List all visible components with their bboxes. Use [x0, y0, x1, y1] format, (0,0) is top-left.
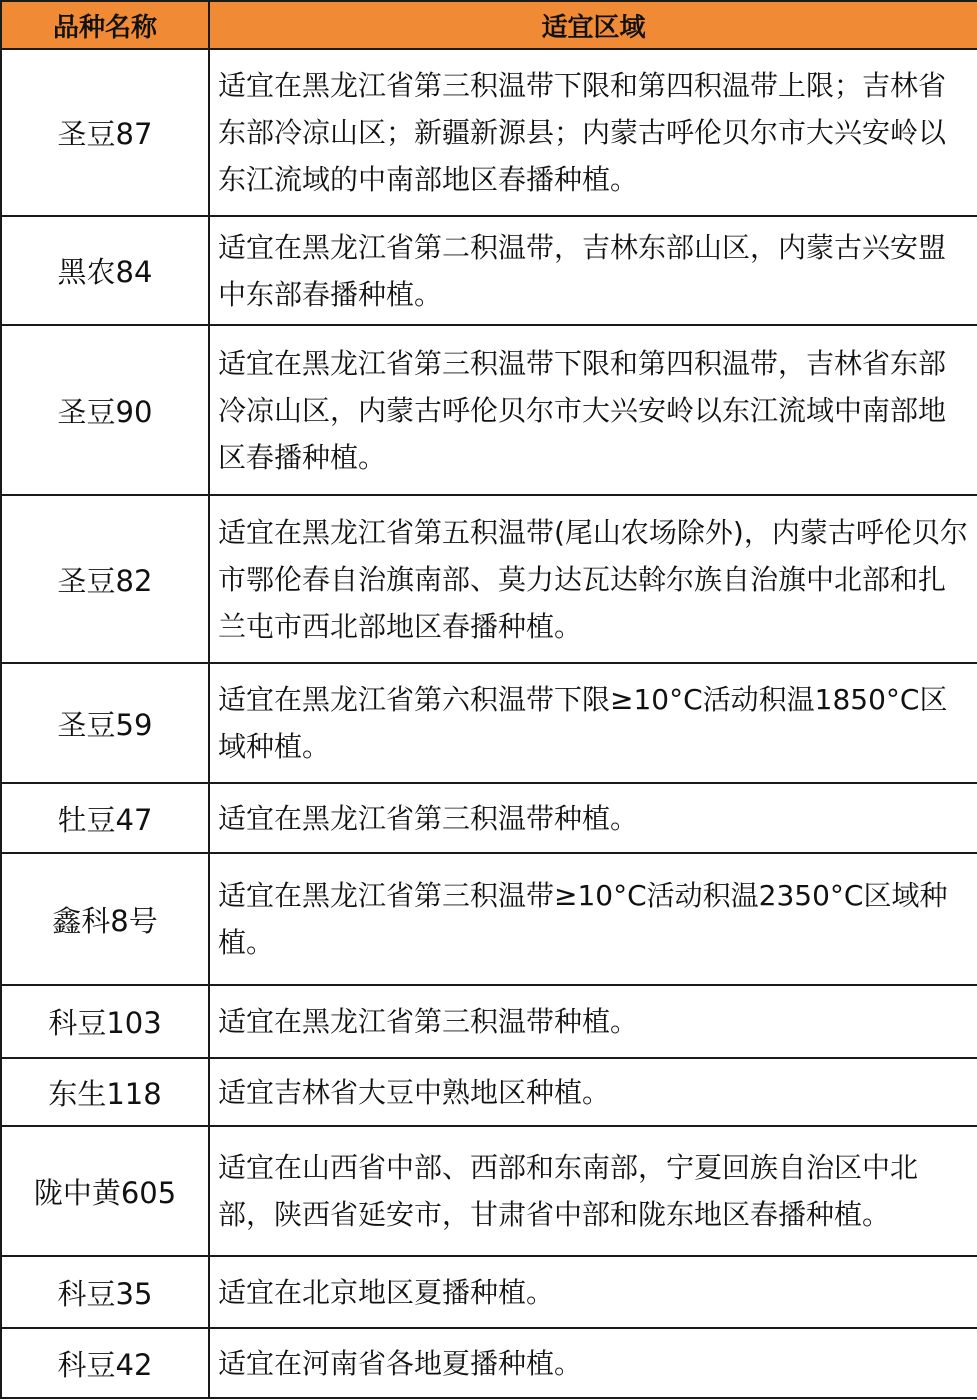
table-row [1, 495, 977, 663]
variety-name: 陇中黄605 [1, 1126, 209, 1256]
table-row [1, 853, 977, 985]
table-row [1, 663, 977, 783]
variety-name: 东生118 [1, 1058, 209, 1126]
table-row [1, 1126, 977, 1256]
variety-name: 牡豆47 [1, 783, 209, 853]
table-body [1, 49, 977, 1398]
table-row [1, 1256, 977, 1328]
suitable-region: 适宜在黑龙江省第二积温带，吉林东部山区，内蒙古兴安盟中东部春播种植。 [209, 216, 977, 325]
suitable-region: 适宜吉林省大豆中熟地区种植。 [209, 1058, 977, 1126]
table-row [1, 325, 977, 495]
variety-name: 黑农84 [1, 216, 209, 325]
header-variety-name: 品种名称 [1, 1, 209, 49]
table-row [1, 985, 977, 1058]
table-row [1, 216, 977, 325]
suitable-region: 适宜在黑龙江省第三积温带≥10°C活动积温2350°C区域种植。 [209, 853, 977, 985]
variety-name: 圣豆87 [1, 49, 209, 216]
variety-name: 圣豆82 [1, 495, 209, 663]
variety-name: 圣豆90 [1, 325, 209, 495]
suitable-region: 适宜在北京地区夏播种植。 [209, 1256, 977, 1328]
variety-name: 科豆35 [1, 1256, 209, 1328]
table-row [1, 49, 977, 216]
suitable-region: 适宜在河南省各地夏播种植。 [209, 1328, 977, 1398]
suitable-region: 适宜在山西省中部、西部和东南部，宁夏回族自治区中北部，陕西省延安市，甘肃省中部和陇东地区春播种植。 [209, 1126, 977, 1256]
suitable-region: 适宜在黑龙江省第五积温带(尾山农场除外)，内蒙古呼伦贝尔市鄂伦春自治旗南部、莫力达瓦达斡尔族自治旗中北部和扎兰屯市西北部地区春播种植。 [209, 495, 977, 663]
suitable-region: 适宜在黑龙江省第三积温带下限和第四积温带，吉林省东部冷凉山区，内蒙古呼伦贝尔市大兴安岭以东江流域中南部地区春播种植。 [209, 325, 977, 495]
table-row [1, 1058, 977, 1126]
table-row [1, 783, 977, 853]
suitable-region: 适宜在黑龙江省第三积温带种植。 [209, 783, 977, 853]
table-header [1, 1, 977, 49]
variety-name: 科豆103 [1, 985, 209, 1058]
suitable-region: 适宜在黑龙江省第三积温带种植。 [209, 985, 977, 1058]
suitable-region: 适宜在黑龙江省第六积温带下限≥10°C活动积温1850°C区域种植。 [209, 663, 977, 783]
variety-name: 圣豆59 [1, 663, 209, 783]
table-row [1, 1328, 977, 1398]
suitable-region: 适宜在黑龙江省第三积温带下限和第四积温带上限；吉林省东部冷凉山区；新疆新源县；内蒙古呼伦贝尔市大兴安岭以东江流域的中南部地区春播种植。 [209, 49, 977, 216]
variety-name: 鑫科8号 [1, 853, 209, 985]
variety-name: 科豆42 [1, 1328, 209, 1398]
header-suitable-region: 适宜区域 [209, 1, 977, 49]
header-row [1, 1, 977, 49]
